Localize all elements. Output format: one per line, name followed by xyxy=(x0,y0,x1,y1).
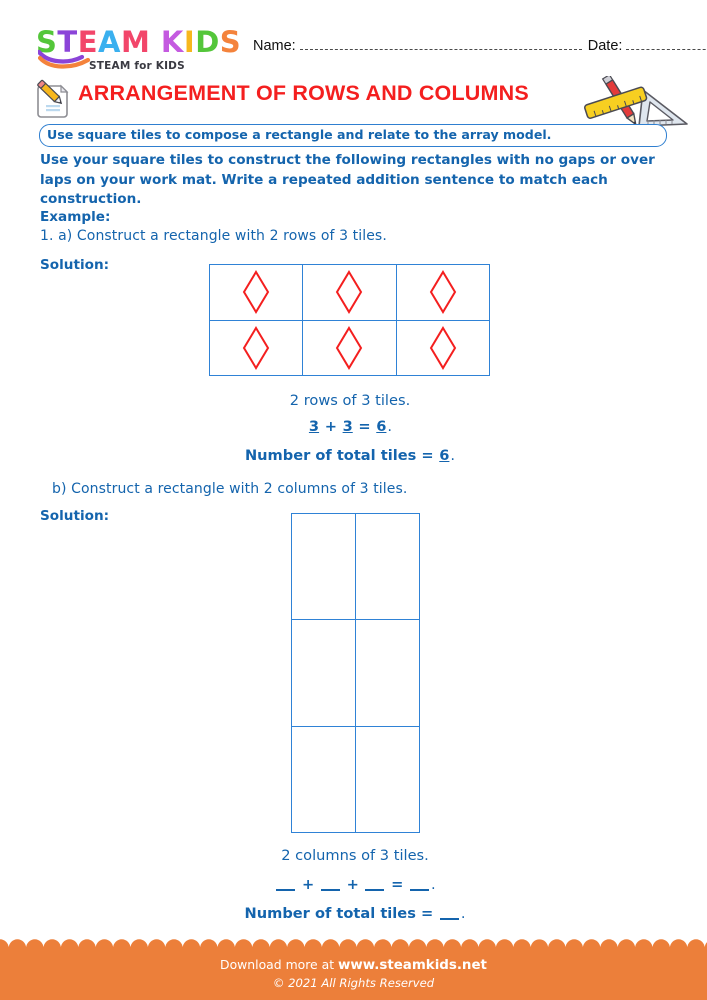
sum-blank[interactable] xyxy=(410,878,429,891)
answer-1b-total xyxy=(160,905,550,922)
addend-3-blank[interactable] xyxy=(365,878,384,891)
diamond-icon xyxy=(335,326,363,370)
addend-1[interactable]: 3 xyxy=(308,418,320,435)
name-input-line[interactable] xyxy=(300,40,582,50)
period: . xyxy=(387,418,393,435)
solution-1a-label: Solution: xyxy=(40,257,110,273)
answer-1a-description xyxy=(219,392,481,409)
page-title: ARRANGEMENT OF ROWS AND COLUMNS xyxy=(78,81,529,105)
objective-text: Use square tiles to compose a rectangle and relate to the array model. xyxy=(47,127,552,142)
period: . xyxy=(430,876,436,893)
addend-2[interactable]: 3 xyxy=(342,418,353,435)
tile-cell[interactable] xyxy=(397,265,490,321)
answer-1b-equation: + + = . xyxy=(200,876,510,893)
logo-letter-1: T xyxy=(57,25,78,59)
cols-word: columns of xyxy=(295,847,376,864)
question-1b-prompt: b) Construct a rectangle with 2 columns of 3 tiles. xyxy=(52,481,408,497)
tile-cell[interactable] xyxy=(356,727,420,833)
download-text: Download more at xyxy=(220,957,335,972)
diamond-icon xyxy=(429,270,457,314)
logo-swoosh-icon xyxy=(38,49,94,69)
period: . xyxy=(450,447,456,464)
tile-cell[interactable] xyxy=(303,265,396,321)
logo-letter-9: S xyxy=(219,25,242,59)
footer-download-line xyxy=(0,957,707,973)
page-header xyxy=(0,0,707,72)
page-footer xyxy=(0,938,707,1000)
logo-letter-4: M xyxy=(120,25,151,59)
date-input-line[interactable] xyxy=(626,40,707,50)
tile-cell[interactable] xyxy=(356,620,420,726)
steam-kids-logo xyxy=(36,25,242,72)
logo-letter-0: S xyxy=(36,25,58,59)
date-label: Date: xyxy=(587,38,623,54)
rows-count: 2 xyxy=(289,392,300,409)
period: . xyxy=(460,905,466,922)
total-blank[interactable] xyxy=(440,907,459,920)
name-date-row xyxy=(253,38,693,54)
tile-grid-2[interactable] xyxy=(291,513,420,833)
logo-letter-6: K xyxy=(160,25,184,59)
sum-value[interactable]: 6 xyxy=(376,418,387,435)
tile-cell[interactable] xyxy=(210,321,303,377)
tile-cell[interactable] xyxy=(292,727,356,833)
tile-cell[interactable] xyxy=(292,514,356,620)
footer-copyright: © 2021 All Rights Reserved xyxy=(272,976,435,990)
tile-cell[interactable] xyxy=(210,265,303,321)
logo-letter-3: A xyxy=(98,25,121,59)
tiles-word: tiles. xyxy=(375,392,411,409)
footer-scallop-edge xyxy=(0,938,707,952)
cols-count: 3 xyxy=(361,392,371,409)
answer-1b-description xyxy=(200,847,510,864)
logo-letter-5 xyxy=(150,27,161,57)
total-label: Number of total tiles = xyxy=(244,447,434,464)
title-row xyxy=(0,76,707,122)
tile-cell[interactable] xyxy=(292,620,356,726)
addend-2-blank[interactable] xyxy=(321,878,340,891)
example-label: Example: xyxy=(40,209,111,225)
logo-letter-8: D xyxy=(195,25,220,59)
diamond-icon xyxy=(242,326,270,370)
question-1a-prompt: 1. a) Construct a rectangle with 2 rows of 3 tiles. xyxy=(40,228,387,244)
tile-cell[interactable] xyxy=(303,321,396,377)
answer-1a-equation: 3 + 3 = 6. xyxy=(308,418,393,435)
solution-1b-label: Solution: xyxy=(40,508,110,524)
diamond-icon xyxy=(242,270,270,314)
tile-grid-1[interactable] xyxy=(209,264,490,376)
instruction-body: Use your square tiles to construct the following rectangles with no gaps or over laps on your work mat. Write a repeated addition sentence to match each construction. xyxy=(40,152,655,207)
name-label: Name: xyxy=(253,38,296,54)
rows-word: rows of xyxy=(303,392,357,409)
logo-letter-7: I xyxy=(183,25,196,59)
tiles-count: 3 xyxy=(379,847,390,864)
answer-1a-total xyxy=(170,447,530,464)
objective-box xyxy=(39,124,667,147)
diamond-icon xyxy=(335,270,363,314)
cols-count: 2 xyxy=(281,847,291,864)
tile-cell[interactable] xyxy=(397,321,490,377)
addend-1-blank[interactable] xyxy=(276,878,295,891)
notepad-pencil-icon xyxy=(33,78,73,120)
diamond-icon xyxy=(429,326,457,370)
tile-cell[interactable] xyxy=(356,514,420,620)
footer-band xyxy=(0,948,707,1000)
total-label: Number of total tiles = xyxy=(244,905,434,922)
site-url[interactable]: www.steamkids.net xyxy=(338,958,487,973)
total-value[interactable]: 6 xyxy=(439,447,450,464)
tiles-word: tiles. xyxy=(393,847,429,864)
logo-tagline: STEAM for KIDS xyxy=(89,60,185,72)
logo-letter-2: E xyxy=(77,25,98,59)
